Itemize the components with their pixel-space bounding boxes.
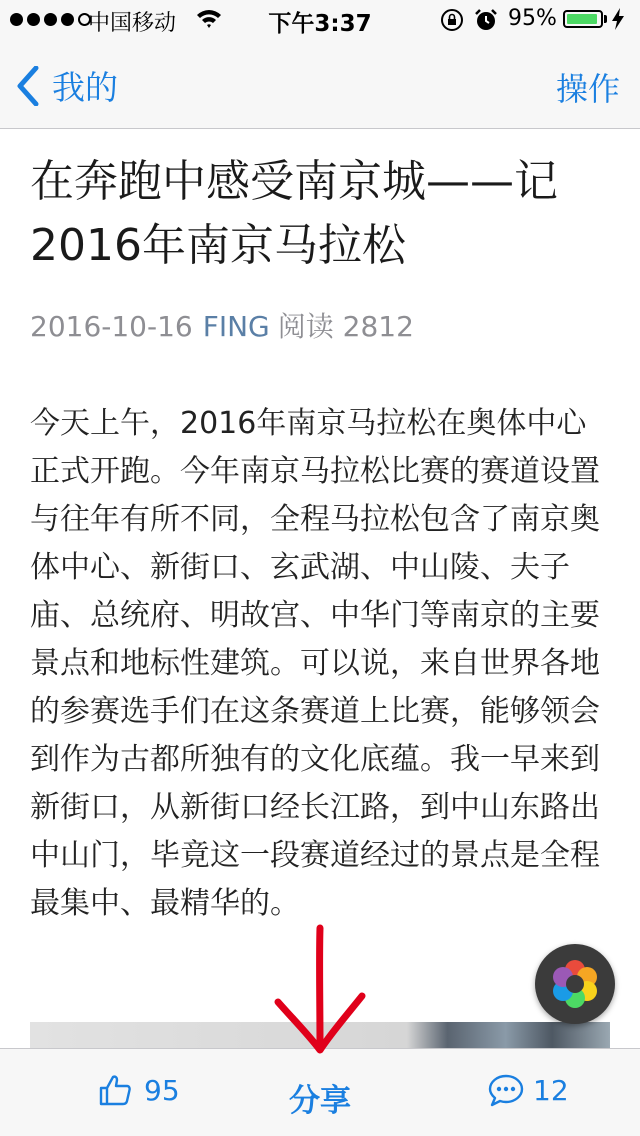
comment-bubble-icon [487, 1073, 525, 1107]
back-button[interactable] [16, 62, 118, 109]
carrier-name: 中国移动 [88, 11, 177, 36]
like-button[interactable] [98, 1073, 180, 1107]
article-title: 在奔跑中感受南京城——记2016年南京马拉松 [30, 156, 558, 271]
article-date: 2016-10-16 [30, 310, 193, 343]
battery-percent: 95% [508, 6, 557, 31]
floating-color-button[interactable] [535, 944, 615, 1024]
chevron-left-icon [16, 66, 40, 106]
battery-tip [604, 15, 607, 23]
battery-fill [567, 14, 597, 24]
status-time: 下午3:37 [268, 11, 372, 37]
rotation-lock-icon [440, 8, 464, 32]
battery-icon [563, 10, 603, 28]
status-bar [0, 0, 640, 40]
read-count: 阅读 2812 [277, 310, 414, 343]
thumbs-up-icon [98, 1073, 132, 1107]
article-body: 今天上午，2016年南京马拉松在奥体中心正式开跑。今年南京马拉松比赛的赛道设置与往年有所不同，全程马拉松包含了南京奥体中心、新街口、玄武湖、中山陵、夫子庙、总统府、明故宫、中华门等南京的主要景点和地标性建筑。可以说，来自世界各地的参赛选手们在这条赛道上比赛，能够领会到作为古都所独有的文化底蕴。我一早来到新街口，从新街口经长江路，到中山东路出中山门，毕竟这一段赛道经过的景点是全程最集中、最精华的。 [30, 406, 600, 921]
share-button[interactable]: 分享 [289, 1083, 351, 1119]
back-button-label: 我的 [52, 68, 118, 107]
comment-count: 12 [533, 1073, 569, 1107]
actions-button[interactable]: 操作 [555, 70, 620, 108]
red-arrow-annotation [270, 920, 370, 1070]
color-wheel-icon [549, 958, 601, 1010]
comment-button[interactable] [487, 1073, 569, 1107]
article-meta [30, 305, 414, 345]
charging-bolt-icon [611, 7, 625, 31]
author-link[interactable]: FING [202, 310, 270, 343]
navigation-bar [0, 40, 640, 129]
like-count: 95 [144, 1073, 180, 1107]
alarm-icon [474, 8, 498, 32]
